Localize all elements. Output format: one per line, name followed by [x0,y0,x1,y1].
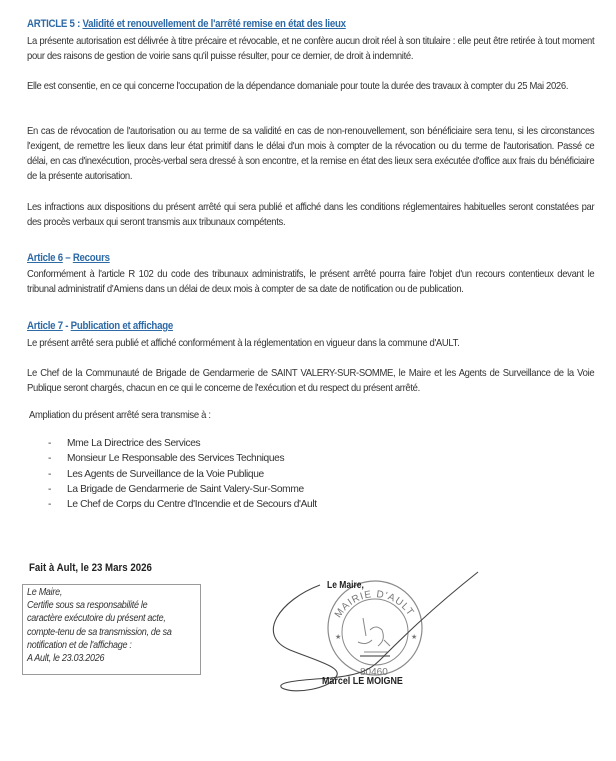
stamp-bottom-text: 80460 [360,667,388,678]
recipient-text: La Brigade de Gendarmerie de Saint Valery-Sur-Somme [67,483,304,495]
article-7-title: Publication et affichage [70,320,173,332]
article-6-paragraph: Conformément à l'article R 102 du code des tribunaux administratifs, le présent arrêté pourra faire l'objet d'un recours contentieux devant le tribunal administratif d'Amiens dans un délai de deux mois à compter de sa date de notification ou de publication. [27,269,595,295]
bullet-dash: - [48,453,52,465]
article-7-paragraph-2: Le Chef de la Communauté de Brigade de Gendarmerie de SAINT VALERY-SUR-SOMME, le Maire et les Agents de Surveillance de la Voie Publique seront chargés, chacun en ce qui le concerne de l'exécution et du respect du présent arrêté. [27,368,595,394]
cert-line: caractère exécutoire du présent acte, [27,613,166,625]
article-5-paragraph-1: La présente autorisation est délivrée à titre précaire et révocable, et ne confère aucun droit réel à son titulaire : elle peut être retirée à tout moment pour des raisons de gestion de voirie sans qu'il puisse résulter, pour ce dernier, de droit à indemnité. [27,36,595,62]
article-6-heading [27,252,110,264]
article-5-paragraph-2: Elle est consentie, en ce qui concerne l'occupation de la dépendance domaniale pour toute la durée des travaux à compter du 25 Mai 2026. [27,81,569,92]
done-at-date: Fait à Ault, le 23 Mars 2026 [29,562,152,574]
article-5-paragraph-4: Les infractions aux dispositions du présent arrêté qui sera publié et affiché dans les conditions réglementaires habituelles seront constatées par des procès verbaux qui seront transmis aux tribunaux compétents. [27,202,595,228]
article-7-heading [27,320,173,332]
recipient-list [48,436,317,512]
article-5-label: ARTICLE 5 : [27,18,81,30]
article-6-label: Article 6 [27,252,63,264]
mayor-stamp-and-signature [260,560,480,710]
article-5-title: Validité et renouvellement de l'arrêté remise en état des lieux [82,18,346,30]
svg-text:★: ★ [335,634,342,641]
article-7-label: Article 7 [27,320,63,332]
svg-text:★: ★ [411,634,418,641]
list-item [48,497,317,512]
cert-line: compte-tenu de sa transmission, de sa [27,626,172,638]
cert-line: Certifie sous sa responsabilité le [27,600,148,612]
cert-line: Le Maire, [27,587,63,598]
recipient-text: Mme La Directrice des Services [67,438,201,449]
article-7-paragraph-1: Le présent arrêté sera publié et affiché conformément à la réglementation en vigueur dans la commune d'AULT. [27,338,460,349]
article-6-separator: – [62,252,73,264]
list-item [48,451,317,466]
mayor-name: Marcel LE MOIGNE [322,675,403,687]
official-stamp-icon [328,581,422,678]
mayor-title: Le Maire, [327,580,364,591]
recipient-text: Le Chef de Corps du Centre d'Incendie et de Secours d'Ault [67,499,317,511]
article-6-title: Recours [72,252,110,264]
recipient-text: Les Agents de Surveillance de la Voie Publique [67,468,264,480]
article-5-heading [27,18,346,30]
ampliation-intro: Ampliation du présent arrêté sera transmise à : [29,410,211,421]
cert-line: A Ault, le 23.03.2026 [27,653,105,665]
article-7-separator: - [62,320,71,332]
bullet-dash: - [48,483,52,495]
certification-box [22,584,201,675]
recipient-text: Monsieur Le Responsable des Services Techniques [67,453,285,465]
stamp-top-text: MAIRIE D'AULT [332,589,417,620]
list-item [48,467,317,482]
bullet-dash: - [48,438,52,449]
cert-line: notification et de l'affichage : [27,639,132,651]
bullet-dash: - [48,468,52,480]
article-5-paragraph-3: En cas de révocation de l'autorisation ou au terme de sa validité en cas de non-renouvellement, son bénéficiaire sera tenu, si les circonstances l'exigent, de remettre les lieux dans leur état primitif dans le délai d'un mois à compter de la révocation ou du terme de l'autorisation. Passé ce délai, en cas d'inexécution, procès-verbal sera dressé à son encontre, et la remise en état des lieux sera exécutée d'office aux frais du bénéficiaire de la présente autorisation. [27,126,595,182]
list-item [48,482,317,497]
list-item [48,436,317,451]
bullet-dash: - [48,499,52,511]
